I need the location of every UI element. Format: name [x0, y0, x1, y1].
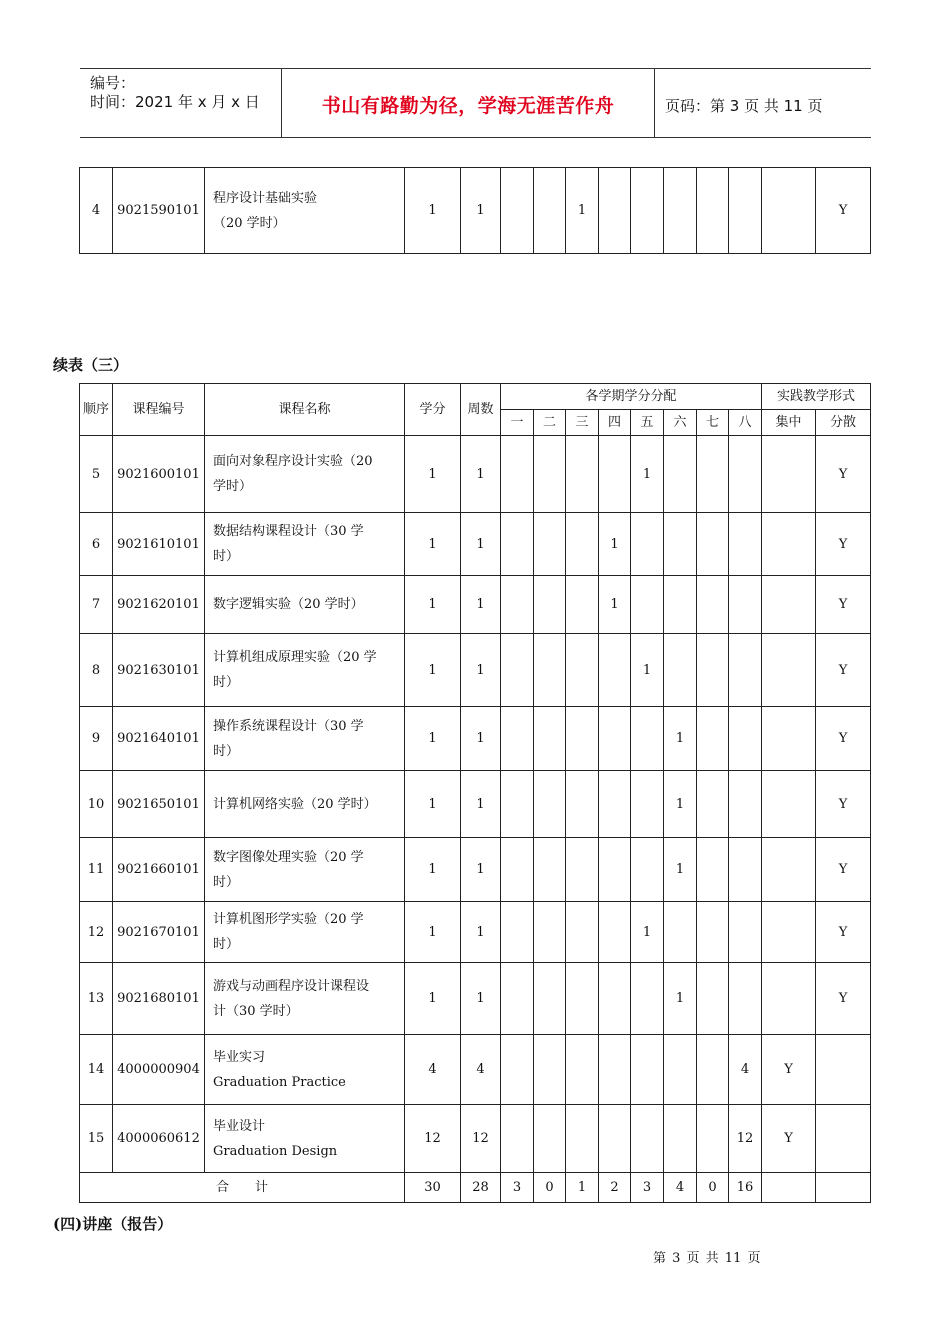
- weeks-cell: 1: [461, 771, 501, 838]
- semester-cell: [599, 963, 631, 1035]
- semester-cell: [631, 771, 664, 838]
- name-line-1: 游戏与动画程序设计课程设: [213, 978, 370, 994]
- semester-cell: [697, 168, 729, 254]
- page-header: [80, 68, 871, 138]
- semester-cell: [534, 1035, 566, 1105]
- semester-cell: [599, 1035, 631, 1105]
- code-cell: 4000060612: [113, 1105, 205, 1173]
- semester-cell: [534, 576, 566, 634]
- scatter-cell: Y: [816, 576, 871, 634]
- semester-cell: [697, 1105, 729, 1173]
- credit-cell: 1: [405, 634, 461, 707]
- seq-cell: 7: [80, 576, 113, 634]
- total-semester-cell: 4: [664, 1173, 697, 1203]
- focus-cell: [762, 436, 816, 513]
- table-row: [80, 513, 871, 576]
- semester-cell: [501, 436, 534, 513]
- course-rows: [80, 436, 871, 1173]
- semester-cell: [697, 576, 729, 634]
- header-seq: 顺序: [80, 384, 113, 436]
- semester-cell: [729, 707, 762, 771]
- credit-cell: 1: [405, 513, 461, 576]
- focus-cell: [762, 513, 816, 576]
- code-cell: 9021600101: [113, 436, 205, 513]
- header-page-info: 页码：第 3 页 共 11 页: [665, 97, 823, 115]
- seq-cell: 5: [80, 436, 113, 513]
- weeks-cell: 1: [461, 902, 501, 963]
- name-line-2: 时）: [213, 549, 240, 564]
- total-weeks: 28: [461, 1173, 501, 1203]
- seq-cell: 15: [80, 1105, 113, 1173]
- weeks-cell: 1: [461, 634, 501, 707]
- name-cell: [205, 576, 405, 634]
- weeks-cell: 1: [461, 963, 501, 1035]
- credit-cell: 1: [405, 576, 461, 634]
- table-row: [80, 771, 871, 838]
- weeks-cell: 1: [461, 168, 501, 254]
- total-credit: 30: [405, 1173, 461, 1203]
- table-row: [80, 576, 871, 634]
- header-right-cell: [655, 69, 871, 137]
- semester-cell: [729, 838, 762, 902]
- semester-cell: [534, 902, 566, 963]
- total-semester-cell: 1: [566, 1173, 599, 1203]
- semester-cell: [729, 168, 762, 254]
- name-line-1: 毕业实习: [213, 1049, 266, 1065]
- header-practice-group: 实践教学形式: [762, 384, 871, 410]
- semester-cell: 1: [631, 902, 664, 963]
- semester-cell: 1: [631, 634, 664, 707]
- total-scatter: [816, 1173, 871, 1203]
- semester-cell: [566, 963, 599, 1035]
- semester-cell: [631, 838, 664, 902]
- semester-cell: [697, 1035, 729, 1105]
- code-cell: 9021620101: [113, 576, 205, 634]
- name-line-2: Graduation Practice: [213, 1074, 346, 1090]
- header-name: 课程名称: [205, 384, 405, 436]
- header-center-cell: [282, 69, 655, 137]
- semester-cell: 1: [664, 771, 697, 838]
- semester-cell: [534, 707, 566, 771]
- semester-cell: [697, 902, 729, 963]
- semester-cell: [599, 838, 631, 902]
- semester-cell: [501, 168, 534, 254]
- code-cell: 9021670101: [113, 902, 205, 963]
- name-line-1: 操作系统课程设计（30 学: [213, 718, 364, 734]
- focus-cell: [762, 771, 816, 838]
- course-table: [79, 383, 871, 1203]
- total-semester-cell: 2: [599, 1173, 631, 1203]
- document-date: 时间：2021 年 x 月 x 日: [90, 93, 260, 111]
- header-scatter: 分散: [816, 410, 871, 436]
- semester-cell: [729, 436, 762, 513]
- semester-cell: [534, 963, 566, 1035]
- semester-cell: [664, 168, 697, 254]
- semester-cell: [566, 838, 599, 902]
- header-code: 课程编号: [113, 384, 205, 436]
- credit-cell: 1: [405, 771, 461, 838]
- semester-cell: [599, 771, 631, 838]
- seq-cell: 12: [80, 902, 113, 963]
- code-cell: 9021640101: [113, 707, 205, 771]
- semester-cell: [697, 771, 729, 838]
- name-cell: [205, 771, 405, 838]
- semester-cell: [501, 963, 534, 1035]
- weeks-cell: 1: [461, 576, 501, 634]
- scatter-cell: Y: [816, 707, 871, 771]
- seq-cell: 14: [80, 1035, 113, 1105]
- semester-cell: [697, 513, 729, 576]
- name-line-1: 毕业设计: [213, 1118, 266, 1134]
- code-cell: 9021610101: [113, 513, 205, 576]
- total-semester-cell: 16: [729, 1173, 762, 1203]
- focus-cell: [762, 168, 816, 254]
- semester-cell: 1: [631, 436, 664, 513]
- semester-cell: [534, 634, 566, 707]
- header-semester-1: 一: [501, 410, 534, 436]
- semester-cell: [534, 436, 566, 513]
- header-credit: 学分: [405, 384, 461, 436]
- scatter-cell: Y: [816, 634, 871, 707]
- name-line-2: 时）: [213, 675, 240, 690]
- scatter-cell: [816, 1035, 871, 1105]
- semester-cell: [664, 902, 697, 963]
- semester-cell: [534, 1105, 566, 1173]
- weeks-cell: 1: [461, 838, 501, 902]
- name-line-1: 计算机组成原理实验（20 学: [213, 650, 377, 665]
- credit-cell: 1: [405, 838, 461, 902]
- header-motto: 书山有路勤为径，学海无涯苦作舟: [321, 95, 615, 117]
- semester-cell: [631, 963, 664, 1035]
- name-line-2: （20 学时）: [213, 215, 286, 231]
- name-cell: [205, 902, 405, 963]
- header-semester-3: 三: [566, 410, 599, 436]
- header-focus: 集中: [762, 410, 816, 436]
- scatter-cell: Y: [816, 436, 871, 513]
- weeks-cell: 4: [461, 1035, 501, 1105]
- semester-cell: 12: [729, 1105, 762, 1173]
- scatter-cell: Y: [816, 838, 871, 902]
- semester-cell: 1: [599, 513, 631, 576]
- semester-cell: [631, 707, 664, 771]
- total-row: [80, 1173, 871, 1203]
- seq-cell: 10: [80, 771, 113, 838]
- weeks-cell: 1: [461, 513, 501, 576]
- semester-cell: [631, 1105, 664, 1173]
- name-cell: [205, 1035, 405, 1105]
- semester-cell: [631, 513, 664, 576]
- scatter-cell: [816, 1105, 871, 1173]
- header-semester-2: 二: [534, 410, 566, 436]
- credit-cell: 1: [405, 902, 461, 963]
- semester-cell: [566, 436, 599, 513]
- weeks-cell: 12: [461, 1105, 501, 1173]
- semester-cell: [631, 576, 664, 634]
- semester-cell: [566, 513, 599, 576]
- semester-cell: [501, 771, 534, 838]
- total-semester-cell: 3: [631, 1173, 664, 1203]
- semester-cell: [697, 634, 729, 707]
- table-header-row: [80, 384, 871, 410]
- name-cell: [205, 634, 405, 707]
- semester-cell: [501, 513, 534, 576]
- table-row: [80, 168, 871, 254]
- semester-cell: [664, 634, 697, 707]
- semester-cell: [729, 963, 762, 1035]
- seq-cell: 11: [80, 838, 113, 902]
- name-line-1: 数字图像处理实验（20 学: [213, 849, 364, 865]
- semester-cell: [697, 838, 729, 902]
- focus-cell: [762, 902, 816, 963]
- total-semester-cell: 3: [501, 1173, 534, 1203]
- name-cell: [205, 1105, 405, 1173]
- name-cell: [205, 838, 405, 902]
- focus-cell: [762, 963, 816, 1035]
- semester-cell: [599, 902, 631, 963]
- scatter-cell: Y: [816, 168, 871, 254]
- semester-cell: [664, 436, 697, 513]
- credit-cell: 12: [405, 1105, 461, 1173]
- header-semester-8: 八: [729, 410, 762, 436]
- table-row: [80, 1105, 871, 1173]
- semester-cell: [566, 1105, 599, 1173]
- semester-cell: [501, 902, 534, 963]
- name-line-2: 时）: [213, 937, 240, 952]
- semester-cell: [664, 576, 697, 634]
- semester-cell: [534, 838, 566, 902]
- semester-cell: [664, 513, 697, 576]
- scatter-cell: Y: [816, 963, 871, 1035]
- table-row: [80, 436, 871, 513]
- semester-cell: 1: [566, 168, 599, 254]
- semester-cell: [566, 634, 599, 707]
- seq-cell: 4: [80, 168, 113, 254]
- section-title: 续表（三）: [53, 356, 129, 374]
- name-line-2: Graduation Design: [213, 1143, 338, 1159]
- scatter-cell: Y: [816, 902, 871, 963]
- semester-cell: [599, 1105, 631, 1173]
- code-cell: 9021660101: [113, 838, 205, 902]
- seq-cell: 6: [80, 513, 113, 576]
- code-cell: 9021680101: [113, 963, 205, 1035]
- seq-cell: 8: [80, 634, 113, 707]
- name-line-2: 计（30 学时）: [213, 1003, 299, 1019]
- semester-cell: [729, 513, 762, 576]
- name-line-1: 面向对象程序设计实验（20: [213, 454, 373, 469]
- lecture-section-title: (四)讲座（报告）: [53, 1215, 173, 1233]
- focus-cell: [762, 576, 816, 634]
- focus-cell: [762, 707, 816, 771]
- semester-cell: [566, 902, 599, 963]
- table-row: [80, 1035, 871, 1105]
- semester-cell: [534, 771, 566, 838]
- scatter-cell: Y: [816, 771, 871, 838]
- semester-cell: [534, 513, 566, 576]
- total-label: 合 计: [80, 1173, 405, 1203]
- weeks-cell: 1: [461, 436, 501, 513]
- semester-cell: [566, 771, 599, 838]
- name-line-2: 时）: [213, 743, 240, 759]
- semester-cell: [599, 436, 631, 513]
- semester-cell: [501, 1035, 534, 1105]
- page-footer: 第 3 页 共 11 页: [653, 1251, 761, 1266]
- header-weeks: 周数: [461, 384, 501, 436]
- semester-cell: [566, 1035, 599, 1105]
- semester-cell: [501, 838, 534, 902]
- semester-cell: [729, 902, 762, 963]
- name-line-2: 时）: [213, 874, 240, 890]
- header-semester-6: 六: [664, 410, 697, 436]
- semester-cell: 1: [664, 838, 697, 902]
- credit-cell: 4: [405, 1035, 461, 1105]
- semester-cell: [697, 963, 729, 1035]
- semester-cell: [729, 576, 762, 634]
- semester-cell: [729, 634, 762, 707]
- semester-cell: [729, 771, 762, 838]
- header-semester-7: 七: [697, 410, 729, 436]
- semester-cell: [501, 1105, 534, 1173]
- semester-cell: [697, 436, 729, 513]
- name-cell: [205, 707, 405, 771]
- focus-cell: Y: [762, 1105, 816, 1173]
- semester-cell: [599, 634, 631, 707]
- semester-cell: 4: [729, 1035, 762, 1105]
- header-left-cell: [80, 69, 282, 137]
- semester-cell: [697, 707, 729, 771]
- name-cell: [205, 436, 405, 513]
- document-number: 编号：: [90, 74, 136, 92]
- semester-cell: [501, 634, 534, 707]
- code-cell: 9021590101: [113, 168, 205, 254]
- credit-cell: 1: [405, 168, 461, 254]
- credit-cell: 1: [405, 436, 461, 513]
- name-line-2: 学时）: [213, 479, 253, 494]
- table-row: [80, 707, 871, 771]
- semester-cell: [501, 576, 534, 634]
- name-cell: [205, 513, 405, 576]
- table-row: [80, 838, 871, 902]
- name-line-1: 程序设计基础实验: [213, 190, 318, 206]
- header-semester-group: 各学期学分分配: [501, 384, 762, 410]
- code-cell: 4000000904: [113, 1035, 205, 1105]
- semester-cell: [534, 168, 566, 254]
- name-line-1: 数据结构课程设计（30 学: [213, 524, 364, 539]
- semester-cell: [566, 707, 599, 771]
- focus-cell: [762, 838, 816, 902]
- semester-cell: [631, 1035, 664, 1105]
- semester-cell: 1: [664, 963, 697, 1035]
- name-cell: [205, 168, 405, 254]
- table-row: [80, 634, 871, 707]
- semester-cell: [501, 707, 534, 771]
- header-semester-4: 四: [599, 410, 631, 436]
- total-semester-cell: 0: [534, 1173, 566, 1203]
- code-cell: 9021630101: [113, 634, 205, 707]
- credit-cell: 1: [405, 963, 461, 1035]
- semester-cell: [566, 576, 599, 634]
- seq-cell: 9: [80, 707, 113, 771]
- semester-cell: [664, 1105, 697, 1173]
- table-row: [80, 963, 871, 1035]
- credit-cell: 1: [405, 707, 461, 771]
- semester-cell: 1: [599, 576, 631, 634]
- name-line-1: 计算机图形学实验（20 学: [213, 912, 364, 927]
- scatter-cell: Y: [816, 513, 871, 576]
- weeks-cell: 1: [461, 707, 501, 771]
- header-semester-5: 五: [631, 410, 664, 436]
- name-line-1: 数字逻辑实验（20 学时）: [213, 597, 364, 612]
- total-focus: [762, 1173, 816, 1203]
- semester-cell: [599, 707, 631, 771]
- table-row: [80, 902, 871, 963]
- seq-cell: 13: [80, 963, 113, 1035]
- semester-cell: [664, 1035, 697, 1105]
- total-semester-cell: 0: [697, 1173, 729, 1203]
- continued-table-fragment: [79, 167, 871, 254]
- semester-cell: 1: [664, 707, 697, 771]
- code-cell: 9021650101: [113, 771, 205, 838]
- semester-cell: [599, 168, 631, 254]
- focus-cell: Y: [762, 1035, 816, 1105]
- semester-cell: [631, 168, 664, 254]
- name-line-1: 计算机网络实验（20 学时）: [213, 796, 377, 812]
- focus-cell: [762, 634, 816, 707]
- name-cell: [205, 963, 405, 1035]
